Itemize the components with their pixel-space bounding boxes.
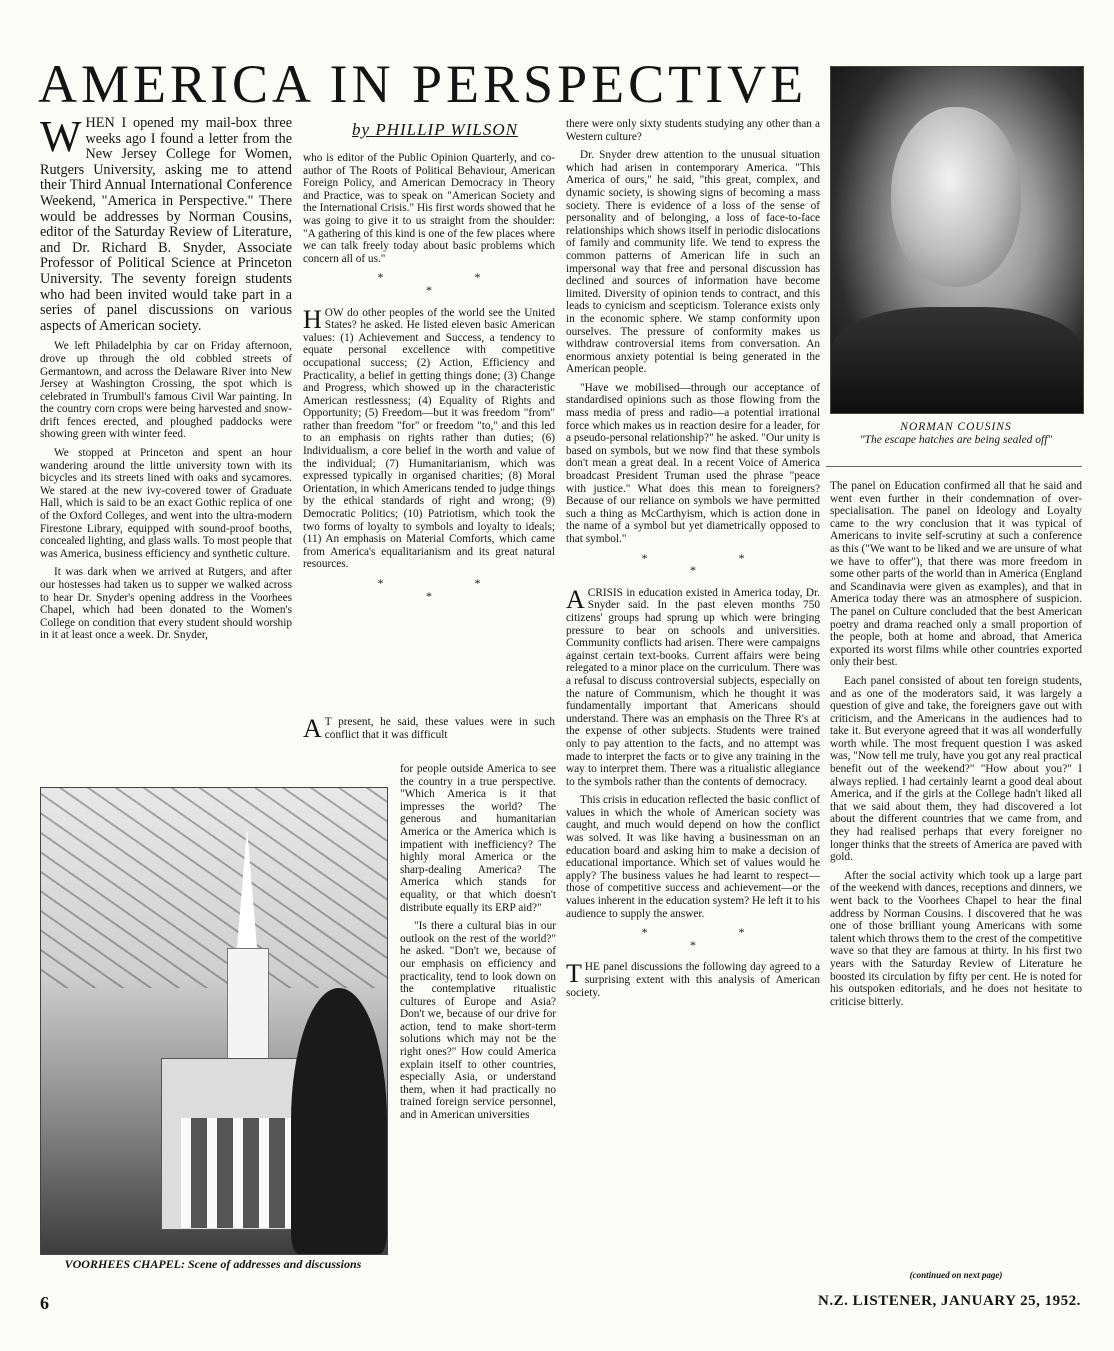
tree-branches xyxy=(41,788,387,988)
cousins-name: NORMAN COUSINS xyxy=(900,421,1012,433)
cousins-caption xyxy=(830,421,1082,447)
byline-by: by xyxy=(352,120,371,139)
publication-footer: N.Z. LISTENER, JANUARY 25, 1952. xyxy=(818,1293,1081,1309)
drop-cap: A xyxy=(566,584,585,614)
evergreen-tree xyxy=(291,988,387,1254)
drop-cap: A xyxy=(303,714,322,743)
page-number: 6 xyxy=(40,1293,49,1313)
col3-paragraph-4: CRISIS in education existed in America today, Dr. Snyder said. In the past eleven months 750 citizens' groups had sprung up which were bringing pressure to bear on schools and universities. Community conflicts had arisen. There were campaigns against certain text-books. Current affairs were being relegated to a minor place on the curriculum. There was a refusal to discuss controversial subjects, especially on the nature of Communism, which he thought it was fundamentally important that Americans should understand. There was an emphasis on the Three R's at the expense of other subjects. Students were trained only to pay attention to the facts, and no attempt was made to interpret the facts or to give any training in the way to interpret them. There was a ritualistic allegiance to the symbols rather than the contents of democracy. xyxy=(566,586,820,788)
col4-paragraph-3: After the social activity which took up a large part of the weekend with dances, receptions and dinners, we went back to the Voorhees Chapel to hear the final address by Norman Cousins. I discovered that he was one of those brilliant young Americans with some talent which throws them to the crest of the competitive wave so that they are famous at thirty. In his first two years with the Saturday Review of Literature he boosted its circulation by fifty per cent. He is noted for his outspoken editorials, and he does not hesitate to criticise bitterly. xyxy=(830,869,1082,1008)
portrait-face xyxy=(891,107,1021,287)
col2-paragraph-4: "Is there a cultural bias in our outlook on the rest of the world?" he asked. "Don't we, because of our emphasis on efficiency and practicality, tend to look down on the contemplative ritualistic cultures of Europe and Asia? Don't we, because of our drive for action, tend to make short-term solutions which may not be the right ones?" How could America explain itself to other countries, especially Asia, or understand them, when it had practically no trained foreign service personnel, and in American universities xyxy=(400,920,556,1122)
section-break: * * * xyxy=(377,270,525,297)
chapel-tower xyxy=(227,948,269,1060)
col1-paragraph-4: It was dark when we arrived at Rutgers, and after our hostesses had taken us to supper we walked across to hear Dr. Snyder's opening address in the Voorhees Chapel, which had been donated to the Women's College on condition that every student should worship in it at least once a week. Dr. Snyder, xyxy=(40,566,292,642)
col2-paragraph-1: who is editor of the Public Opinion Quarterly, and co-author of The Roots of Political Behaviour, American Foreign Policy, and American Democracy in Theory and Practice, was to speak on "American Society and the International Crisis." His first words showed that he was going to give it to us straight from the shoulder: "A gathering of this kind is one of the few places where we can talk freely today about basic problems which concern all of us." xyxy=(303,152,555,265)
column-2-lower xyxy=(400,763,556,1128)
norman-cousins-photo xyxy=(830,66,1084,414)
col3-paragraph-5: This crisis in education reflected the basic conflict of values in which the whole of American society was caught, and much would depend on how the conflict was solved. It was like having a businessman on an education board and asking him to make a decision of educational importance. Which set of values would he apply? The business values he had learnt to respect—those of competitive success and achievement—or the values inherent in the education system? He left it to his audience to supply the answer. xyxy=(566,794,820,920)
column-4 xyxy=(830,480,1082,1014)
column-2-lower-lead xyxy=(303,716,555,747)
column-3 xyxy=(566,118,820,1005)
caption-rule xyxy=(826,466,1082,467)
chapel-caption: VOORHEES CHAPEL: Scene of addresses and discussions xyxy=(64,1257,362,1271)
col4-paragraph-2: Each panel consisted of about ten foreign students, and as one of the moderators said, it was largely a question of give and take, the foreigners gave out with criticism, and the Americans in the audiences had to take it. But everyone agreed that it was all wonderfully worth while. The most frequent question I was asked was, "Now tell me truly, have you got any real practical benefit out of the weekend?" "How about you?" I always replied. I had certainly learnt a good deal about America, and if the girls at the College hadn't liked all that we said about them, they had discovered a lot about the different countries that we came from, and they had realised perhaps that every foreigner no longer thinks that the streets of America are paved with gold. xyxy=(830,674,1082,864)
byline-author: PHILLIP WILSON xyxy=(375,120,518,139)
col2-paragraph-3: for people outside America to see the country in a true perspective. "Which America is it that impresses the world? The generous and humanitarian America or the America which is impatient with inefficiency? The highly moral America or the sharp-dealing America? The America which stands for equality, or that which doesn't distribute equally its ERP aid?" xyxy=(400,763,556,914)
column-2 xyxy=(303,152,555,612)
col4-paragraph-1: The panel on Education confirmed all that he said and went even further in their condemnation of over-specialisation. The panel on Ideology and Loyalty came to the wry conclusion that it was typical of Americans to invite self-scrutiny at such a conference as this ("We want to be liked and we are unsure of what we have to offer"), that there was more freedom in some other parts of the world than in America (England and Scandinavia were given as examples), and that in America today there was an atmosphere of suspicion. The panel on Culture concluded that the best American poetry and drama reached only a small proportion of the people, both at home and abroad, that America exported its worst films while other countries exported only their best. xyxy=(830,480,1082,669)
cousins-quote: "The escape hatches are being sealed off" xyxy=(859,434,1053,446)
col3-paragraph-3: "Have we mobilised—through our acceptance of standardised opinions such as those flowing from the mass media of press and radio—a potential irrational force which makes us in reaction desire for a leader, for a pseudo-personal relationship?" he asked. "Our unity is based on symbols, but we now find that these symbols don't mean a great deal. In a recent Voice of America broadcast President Truman used the phrase "peace with justice." What does this mean to foreigners? Because of our reliance on symbols we have permitted such a thing as McCarthyism, which is action done in the name of a symbol but yet diametrically opposed to that symbol." xyxy=(566,381,820,545)
chapel-steeple xyxy=(237,828,257,948)
col2-paragraph-3-lead: T present, he said, these values were in such conflict that it was difficult xyxy=(324,716,555,741)
portrait-suit xyxy=(831,307,1083,414)
col3-paragraph-6: HE panel discussions the following day agreed to a surprising extent with this analysis of American society. xyxy=(566,961,820,999)
section-break: * * * xyxy=(377,576,525,603)
drop-cap: H xyxy=(303,304,322,334)
section-break: * * * xyxy=(641,550,789,578)
col1-paragraph-2: We left Philadelphia by car on Friday afternoon, drove up through the old cobbled streets of Germantown, and across the Delaware River into New Jersey at Washington Crossing, the spot which is celebrated in Trumbull's famous Civil War painting. In the country corn crops were being harvested and snow-drift fences erected, and ploughed paddocks were showing green with winter feed. xyxy=(40,340,292,441)
col2-paragraph-2: OW do other peoples of the world see the United States? he asked. He listed eleven basic American values: (1) Achievement and Success, a tendency to equate personal excellence with competitive occupational success; (2) Action, Efficiency and Practicality, a belief in getting things done; (3) Change and Progress, which showed up in the characteristic American restlessness; (4) Equality of Rights and Opportunity; (5) Freedom—but it was freedom "from" rather than freedom "for" or freedom "to," and this led to an emphasis on rights rather than duties; (6) Individualism, a core belief in the worth and value of the individual; (7) Humanitarianism, which was expressed typically in organised charities; (8) Moral Orientation, in which Americans tended to judge things by the ethical standards of right and wrong; (9) Democratic Politics; (10) Patriotism, which took the two forms of loyalty to symbols and loyalty to ideals; (11) An emphasis on Material Comforts, which came from America's equalitarianism and its great natural resources. xyxy=(303,306,555,571)
voorhees-chapel-photo xyxy=(40,787,388,1255)
drop-cap: W xyxy=(40,112,82,161)
section-break: * * * xyxy=(641,925,789,952)
col1-paragraph-1: HEN I opened my mail-box three weeks ago I found a letter from the New Jersey College for Women, Rutgers University, asking me to attend their Third Annual International Conference Weekend, "America in Perspective." There would be addresses by Norman Cousins, editor of the Saturday Review of Literature, and Dr. Richard B. Snyder, Associate Professor of Political Science at Princeton University. The seventy foreign students who had been invited would take part in a series of panel discussions on various aspects of American society. xyxy=(40,115,292,334)
headline: AMERICA IN PERSPECTIVE xyxy=(38,54,808,114)
drop-cap: T xyxy=(566,959,582,989)
col3-paragraph-1: there were only sixty students studying any other than a Western culture? xyxy=(566,118,820,143)
column-1 xyxy=(40,112,292,648)
col3-paragraph-2: Dr. Snyder drew attention to the unusual situation which had arisen in contemporary America. "This America of ours," he said, "this great, complex, and dynamic society, is showing signs of becoming a mass society. There is evidence of a loss of the sense of personality and of belonging, a loss of face-to-face relationships which shows itself in periodic dislocations of family and community life. We tend to express the common patterns of American life in such an impersonal way that free and personal discussion has declined and sources of information have become limited. Diversity of opinion tends to contract, and this leads to cynicism and scepticism. Tolerance exists only in the economic sphere. We stamp conformity upon ourselves. The pressure of conformity makes us withdraw controversial items from conversation. An enormous anxiety potential is being generated in the American people. xyxy=(566,149,820,376)
byline xyxy=(315,120,555,140)
continued-note: (continued on next page) xyxy=(909,1270,1003,1280)
col1-paragraph-3: We stopped at Princeton and spent an hour wandering around the little university town with its bicycles and its streets lined with oaks and sycamores. We stared at the new ivy-covered tower of Graduate Hall, which is said to be an exact Gothic replica of one of the Oxford Colleges, and went into the ultra-modern Firestone Library, equipped with sound-proof booths, concealed lighting, and glass walls. To most people that was America, business efficiency and synthetic culture. xyxy=(40,447,292,560)
